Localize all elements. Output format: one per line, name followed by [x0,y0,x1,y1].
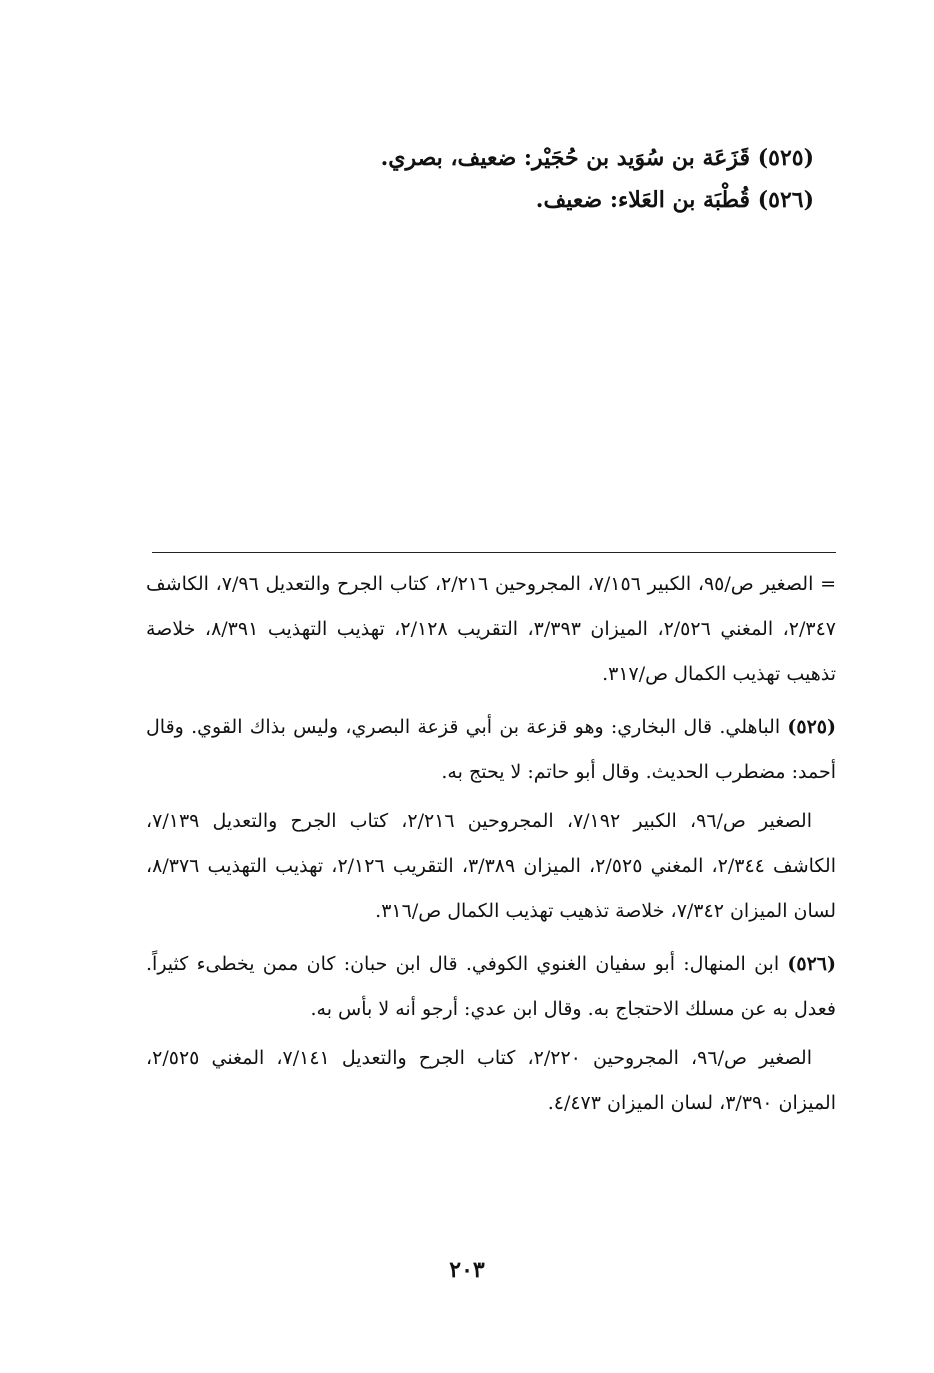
footnote-divider [152,552,836,553]
footnote-525-sources [146,799,836,934]
entry-number: (٥٢٦) [757,187,814,213]
footnote-text: ابن المنهال: أبو سفيان الغنوي الكوفي. قال ابن حبان: كان ممن يخطىء كثيراً. فعدل به عن مسلك الاحتجاج به. وقال ابن عدي: أرجو أنه لا بأس به. [146,953,836,1020]
entry-text: قَزَعَة بن سُوَيد بن حُجَيْر: ضعيف، بصري. [380,145,751,171]
page-number: ٢٠٣ [449,1257,485,1283]
footnote-525 [146,705,836,795]
footnote-text: الصغير ص/٩٦، الكبير ٧/١٩٢، المجروحين ٢/٢١٦، كتاب الجرح والتعديل ٧/١٣٩، الكاشف ٢/٣٤٤، المغني ٢/٥٢٥، الميزان ٣/٣٨٩، التقريب ٢/١٢٦، تهذيب التهذيب ٨/٣٧٦، لسان الميزان ٧/٣٤٢، خلاصة تذهيب تهذيب الكمال ص/٣١٦. [146,810,836,922]
footnote-526-sources [146,1036,836,1126]
entry-526 [536,180,814,220]
entry-text: قُطْبَة بن العَلاء: ضعيف. [535,187,751,213]
footnote-text: الباهلي. قال البخاري: وهو قزعة بن أبي قزعة البصري، وليس بذاك القوي. وقال أحمد: مضطرب الحديث. وقال أبو حاتم: لا يحتج به. [146,716,836,783]
footnotes [146,562,836,1134]
footnote-continuation [146,562,836,697]
footnote-number: (٥٢٦) [787,953,836,975]
footnote-text: = الصغير ص/٩٥، الكبير ٧/١٥٦، المجروحين ٢/٢١٦، كتاب الجرح والتعديل ٧/٩٦، الكاشف ٢/٣٤٧، المغني ٢/٥٢٦، الميزان ٣/٣٩٣، التقريب ٢/١٢٨، تهذيب التهذيب ٨/٣٩١، خلاصة تذهيب تهذيب الكمال ص/٣١٧. [146,573,836,685]
entry-number: (٥٢٥) [757,145,814,171]
entry-525 [381,138,814,178]
footnote-number: (٥٢٥) [787,716,837,738]
footnote-526 [146,942,836,1032]
footnote-text: الصغير ص/٩٦، المجروحين ٢/٢٢٠، كتاب الجرح والتعديل ٧/١٤١، المغني ٢/٥٢٥، الميزان ٣/٣٩٠، لسان الميزان ٤/٤٧٣. [146,1047,836,1114]
